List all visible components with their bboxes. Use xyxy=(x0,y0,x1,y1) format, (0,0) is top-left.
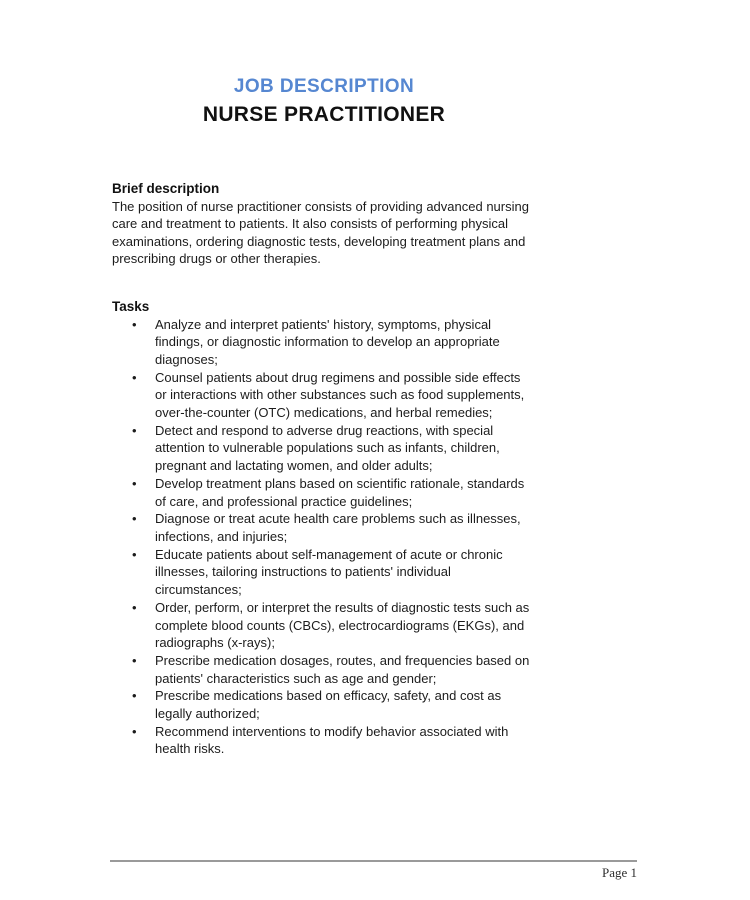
page-number: Page 1 xyxy=(601,865,637,880)
document-kicker: JOB DESCRIPTION xyxy=(233,76,415,97)
task-item: • Educate patients about self-management of acute or chronic illnesses, tailoring instructions to patients' individual circumstances; xyxy=(112,546,535,599)
task-item: • Prescribe medication dosages, routes, and frequencies based on patients' characteristics such as age and gender; xyxy=(112,652,535,687)
tasks-section xyxy=(112,298,536,758)
brief-description-paragraph: The position of nurse practitioner consists of providing advanced nursing care and treatment to patients. It also consists of performing physical examinations, ordering diagnostic tests, developing treatment plans and prescribing drugs or other therapies. xyxy=(112,198,529,267)
task-item: • Recommend interventions to modify behavior associated with health risks. xyxy=(112,723,535,758)
document-content xyxy=(112,76,536,758)
brief-description-section xyxy=(112,180,536,268)
task-item: • Counsel patients about drug regimens and possible side effects or interactions with other substances such as food supplements, over-the-counter (OTC) medications, and herbal remedies; xyxy=(112,369,535,422)
tasks-heading: Tasks xyxy=(112,298,150,314)
task-item: • Analyze and interpret patients' history, symptoms, physical findings, or diagnostic information to develop an appropriate diagnoses; xyxy=(112,316,535,369)
task-item: • Prescribe medications based on efficacy, safety, and cost as legally authorized; xyxy=(112,687,535,722)
brief-description-heading: Brief description xyxy=(112,181,220,196)
task-list xyxy=(112,316,536,759)
task-item: • Order, perform, or interpret the results of diagnostic tests such as complete blood counts (CBCs), electrocardiograms (EKGs), and radiographs (x-rays); xyxy=(112,599,535,652)
task-item: • Detect and respond to adverse drug reactions, with special attention to vulnerable populations such as infants, children, pregnant and lactating women, and older adults; xyxy=(112,422,535,475)
task-item: • Develop treatment plans based on scientific rationale, standards of care, and professional practice guidelines; xyxy=(112,475,535,510)
task-item: • Diagnose or treat acute health care problems such as illnesses, infections, and injuries; xyxy=(112,510,535,545)
footer-divider xyxy=(110,860,637,862)
document-title: NURSE PRACTITIONER xyxy=(202,103,446,126)
